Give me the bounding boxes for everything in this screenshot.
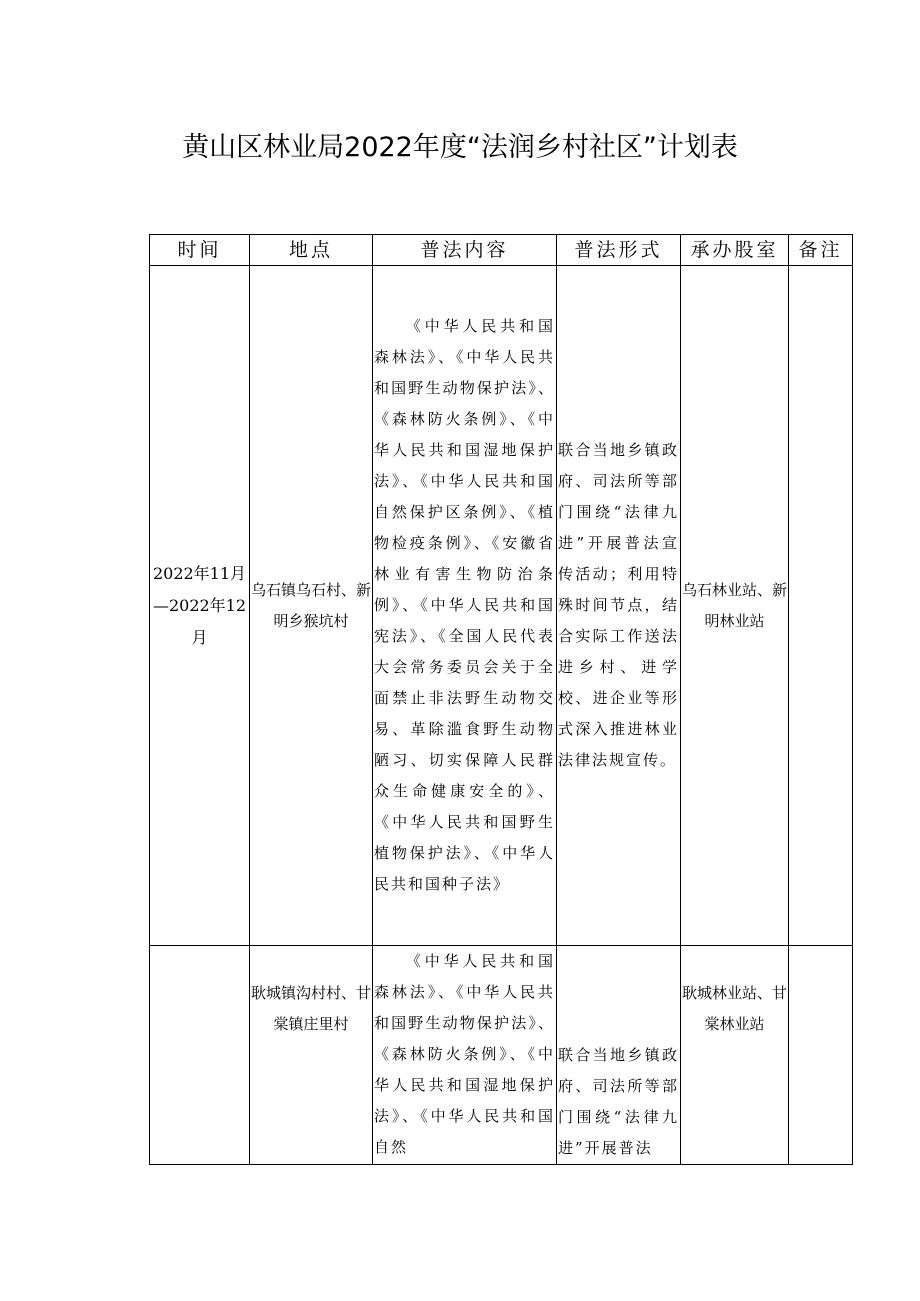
time-text: 2022年11月—2022年12月 bbox=[152, 563, 247, 647]
cell-location: 乌石镇乌石村、新明乡猴坑村 bbox=[250, 266, 373, 946]
cell-note bbox=[789, 946, 853, 1165]
cell-note bbox=[789, 266, 853, 946]
cell-form: 联合当地乡镇政府、司法所等部门围绕“法律九进”开展普法宣传活动；利用特殊时间节点，结合实际工作送法进乡村、进学校、进企业等形式深入推进林业法律法规宣传。 bbox=[557, 266, 681, 946]
table-row bbox=[150, 946, 853, 1165]
cell-content bbox=[373, 946, 557, 1165]
page-title: 黄山区林业局2022年度“法润乡村社区”计划表 bbox=[182, 132, 738, 163]
header-content: 普法内容 bbox=[373, 235, 557, 266]
header-dept: 承办股室 bbox=[681, 235, 789, 266]
cell-form: 联合当地乡镇政府、司法所等部门围绕“法律九进”开展普法 bbox=[557, 946, 681, 1165]
cell-time bbox=[150, 266, 250, 946]
header-note: 备注 bbox=[789, 235, 853, 266]
header-time: 时间 bbox=[150, 235, 250, 266]
content-text: 《中华人民共和国森林法》、《中华人民共和国野生动物保护法》、《森林防火条例》、《中华人民共和国湿地保护法》、《中华人民共和国自然 bbox=[374, 952, 555, 1156]
header-form: 普法形式 bbox=[557, 235, 681, 266]
cell-dept: 乌石林业站、新明林业站 bbox=[681, 266, 789, 946]
plan-table bbox=[149, 234, 853, 1165]
content-text: 《中华人民共和国森林法》、《中华人民共和国野生动物保护法》、《森林防火条例》、《中华人民共和国湿地保护法》、《中华人民共和国自然保护区条例》、《植物检疫条例》、《安徽省林业有害生物防治条例》、《中华人民共和国宪法》、《全国人民代表大会常务委员会关于全面禁止非法野生动物交易、革除滥食野生动物陋习、切实保障人民群众生命健康安全的》、《中华人民共和国野生植物保护法》、《中华人民共和国种子法》 bbox=[374, 317, 555, 893]
cell-location: 耿城镇沟村村、甘棠镇庄里村 bbox=[250, 946, 373, 1165]
cell-time bbox=[150, 946, 250, 1165]
table-header-row bbox=[150, 235, 853, 266]
cell-content bbox=[373, 266, 557, 946]
cell-dept: 耿城林业站、甘棠林业站 bbox=[681, 946, 789, 1165]
table-row bbox=[150, 266, 853, 946]
header-location: 地点 bbox=[250, 235, 373, 266]
